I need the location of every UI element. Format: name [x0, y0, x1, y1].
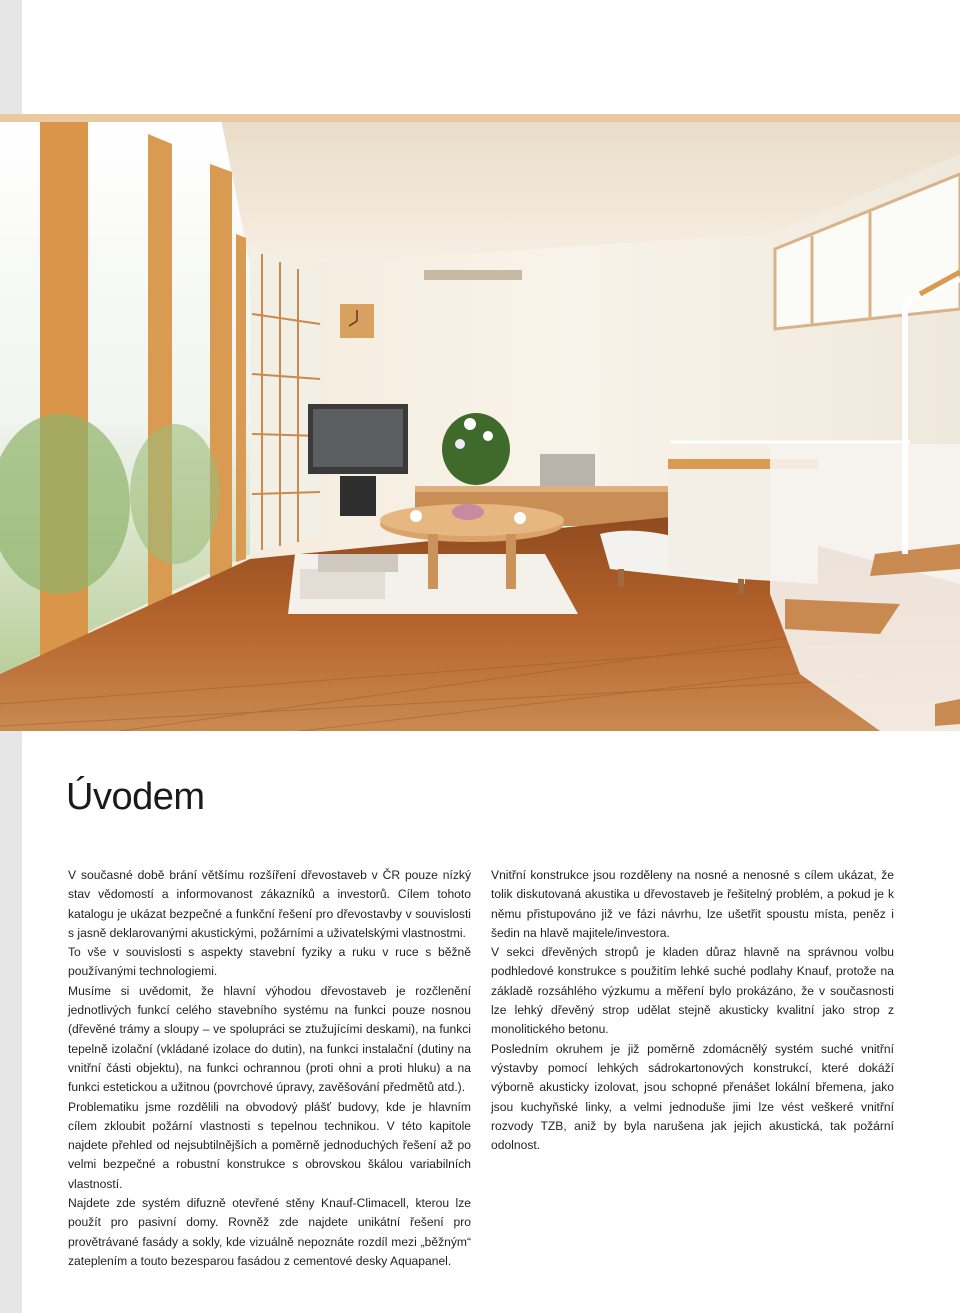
paragraph: V současné době brání většímu rozšíření dřevostaveb v ČR pouze nízký stav vědomostí a informovanost zákazníků a investorů. Cílem tohoto katalogu je ukázat bezpečné a funkční řešení pro dřevostavby v souvislosti s jasně deklarovanými akustickými, požárními a uživatelskými vlastnostmi. — [68, 868, 471, 940]
interior-photo — [0, 114, 960, 731]
paragraph: Najdete zde systém difuzně otevřené stěny Knauf-Climacell, kterou lze použít pro pasivní domy. Rovněž zde najdete unikátní řešení pro provětrávané fasády a sokly, kde vizuálně nepoznáte rozdíl mezi „běžným“ zateplením a touto bezesparou fasádou z cementové desky Aquapanel. — [68, 1196, 471, 1268]
left-text-column — [68, 866, 471, 1271]
paragraph: To vše v souvislosti s aspekty stavební fyziky a ruku v ruce s běžně používanými technologiemi. — [68, 945, 471, 979]
right-text-column — [491, 866, 894, 1155]
paragraph: Posledním okruhem je již poměrně zdomácnělý systém suché vnitřní výstavby pomocí lehkých sádrokartonových konstrukcí, které dokáží výborně akusticky izolovat, jsou schopné přenášet lokální břemena, jako jsou kuchyňské linky, a velmi jednoduše jimi lze vést veškeré vnitřní rozvody TZB, aniž by byla narušena jak jejich akustická, tak požární odolnost. — [491, 1041, 894, 1153]
paragraph: Musíme si uvědomit, že hlavní výhodou dřevostaveb je rozčlenění jednotlivých funkcí celého stavebního systému na funkci pouze nosnou (dřevěné trámy a sloupy – ve spolupráci se ztužujícími deskami), na funkci tepelně izolační (vkládané izolace do dutin), na funkci instalační (dutiny na vnitřní části objektu), na funkci ochrannou (proti ohni a proti hluku) a na funkci estetickou a užitnou (povrchové úpravy, zavěšování předmětů atd.). — [68, 983, 471, 1095]
paragraph: Vnitřní konstrukce jsou rozděleny na nosné a nenosné s cílem ukázat, že tolik diskutovaná akustika u dřevostaveb je řešitelný problém, a pokud je k němu přistupováno již ve fázi návrhu, lze ušetřit spoustu místa, peněz i šedin na hlavě majitele/investora. — [491, 868, 894, 940]
paragraph: Problematiku jsme rozdělili na obvodový plášť budovy, kde je hlavním cílem zkloubit požární vlastnosti s tepelnou technikou. V této kapitole najdete přehled od nejsubtilnějších a poměrně jednoduchých řešení až po velmi bezpečné a robustní konstrukce s obrovskou škálou variabilních vlastností. — [68, 1099, 471, 1191]
paragraph: V sekci dřevěných stropů je kladen důraz hlavně na správnou volbu podhledové konstrukce s použitím lehké suché podlahy Knauf, protože na základě rozsáhlého výzkumu a měření bylo prokázáno, že v současnosti lze lehký dřevěný strop udělat stejně akusticky kvalitní jako strop z monolitického betonu. — [491, 945, 894, 1037]
page-title: Úvodem — [66, 776, 205, 818]
interior-photo-icon — [0, 114, 960, 731]
